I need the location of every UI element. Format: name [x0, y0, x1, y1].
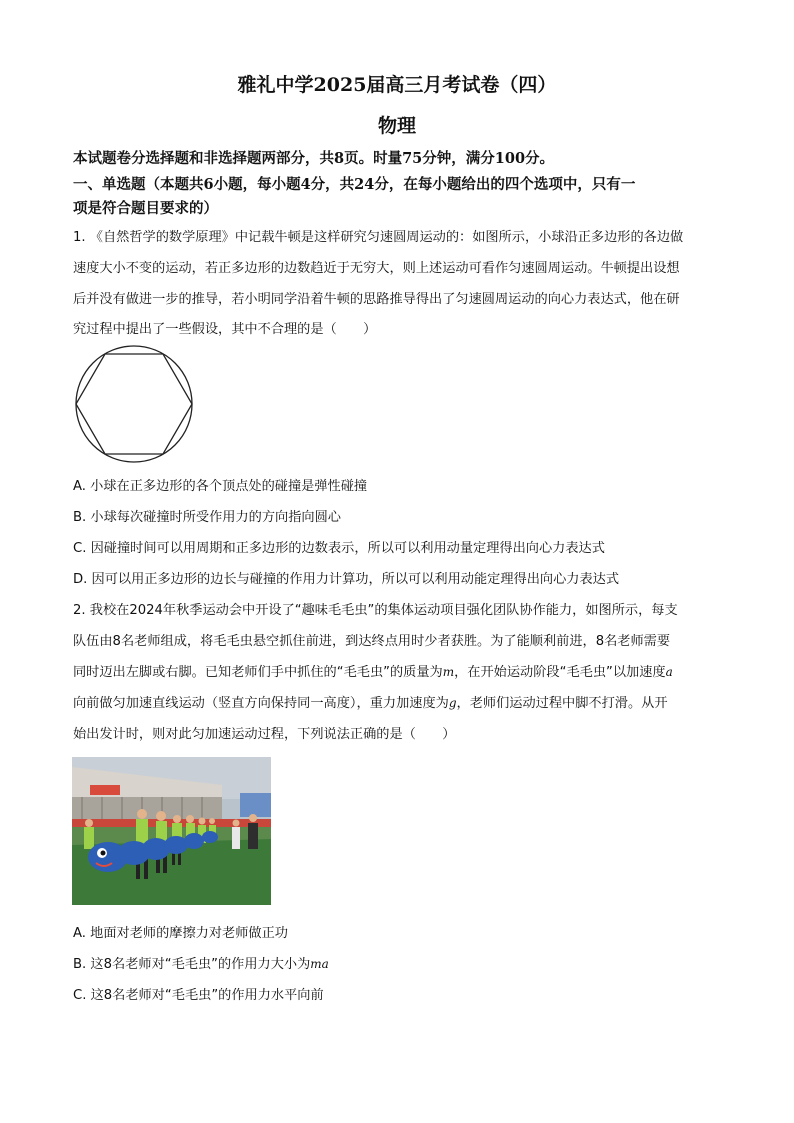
- q1-line-2: 速度大小不变的运动，若正多边形的边数趋近于无穷大，则上述运动可看作匀速圆周运动。牛顿提出设想: [73, 261, 680, 276]
- section-title-line-1: 一、单选题（本题共6小题，每小题4分，共24分，在每小题给出的四个选项中，只有一: [73, 176, 636, 193]
- subject-title: 物理: [377, 115, 416, 137]
- q1-line-4: 究过程中提出了一些假设，其中不合理的是（ ）: [73, 322, 377, 337]
- q1-option-c: C. 因碰撞时间可以用周期和正多边形的边数表示，所以可以利用动量定理得出向心力表达式: [73, 541, 605, 556]
- var-ma: ma: [310, 957, 329, 971]
- caterpillar-race-photo: [72, 757, 271, 905]
- section-title-line-2: 项是符合题目要求的）: [73, 200, 218, 217]
- q2-line-1: 2. 我校在2024年秋季运动会中开设了“趣味毛毛虫”的集体运动项目强化团队协作能力，如图所示，每支: [73, 603, 678, 618]
- figure-hexagon: [76, 354, 192, 454]
- q1-option-d: D. 因可以用正多边形的边长与碰撞的作用力计算功，所以可以利用动能定理得出向心力表达式: [73, 572, 620, 587]
- q2-line-4-text-a: 向前做匀加速直线运动（竖直方向保持同一高度），重力加速度为: [73, 696, 449, 711]
- figure-circle: [76, 346, 192, 462]
- exam-note: 本试题卷分选择题和非选择题两部分，共8页。时量75分钟，满分100分。: [73, 150, 555, 167]
- q2-line-3-mid: ，在开始运动阶段“毛毛虫”以加速度: [454, 665, 666, 680]
- hexagon-in-circle-figure: [72, 345, 196, 463]
- q2-line-4: [73, 692, 723, 711]
- var-a: a: [665, 665, 673, 679]
- q1-option-a: A. 小球在正多边形的各个顶点处的碰撞是弹性碰撞: [73, 479, 368, 494]
- q2-option-a: A. 地面对老师的摩擦力对老师做正功: [73, 926, 288, 941]
- exam-title: 雅礼中学2025届高三月考试卷（四）: [237, 74, 557, 96]
- q1-line-1: 1. 《自然哲学的数学原理》中记载牛顿是这样研究匀速圆周运动的：如图所示，小球沿正多边形的各边做: [73, 230, 684, 245]
- q2-option-c: C. 这8名老师对“毛毛虫”的作用力水平向前: [73, 988, 324, 1003]
- var-m: m: [442, 665, 455, 679]
- q2-line-3: [73, 661, 723, 680]
- q2-option-b: [73, 953, 723, 972]
- q2-line-2: 队伍由8名老师组成，将毛毛虫悬空抓住前进，到达终点用时少者获胜。为了能顺利前进，8名老师需要: [73, 634, 671, 649]
- q2-line-3-text: 同时迈出左脚或右脚。已知老师们手中抓住的“毛毛虫”的质量为: [73, 665, 443, 680]
- q2-line-4-text-b: ，老师们运动过程中脚不打滑。从开: [456, 696, 668, 711]
- var-g: g: [448, 696, 457, 710]
- q2-line-5: 始出发计时，则对此匀加速运动过程，下列说法正确的是（ ）: [73, 727, 456, 742]
- q2-option-b-text: B. 这8名老师对“毛毛虫”的作用力大小为: [73, 957, 311, 972]
- q1-line-3: 后并没有做进一步的推导，若小明同学沿着牛顿的思路推导得出了匀速圆周运动的向心力表达式，他在研: [73, 292, 680, 307]
- q1-option-b: B. 小球每次碰撞时所受作用力的方向指向圆心: [73, 510, 341, 525]
